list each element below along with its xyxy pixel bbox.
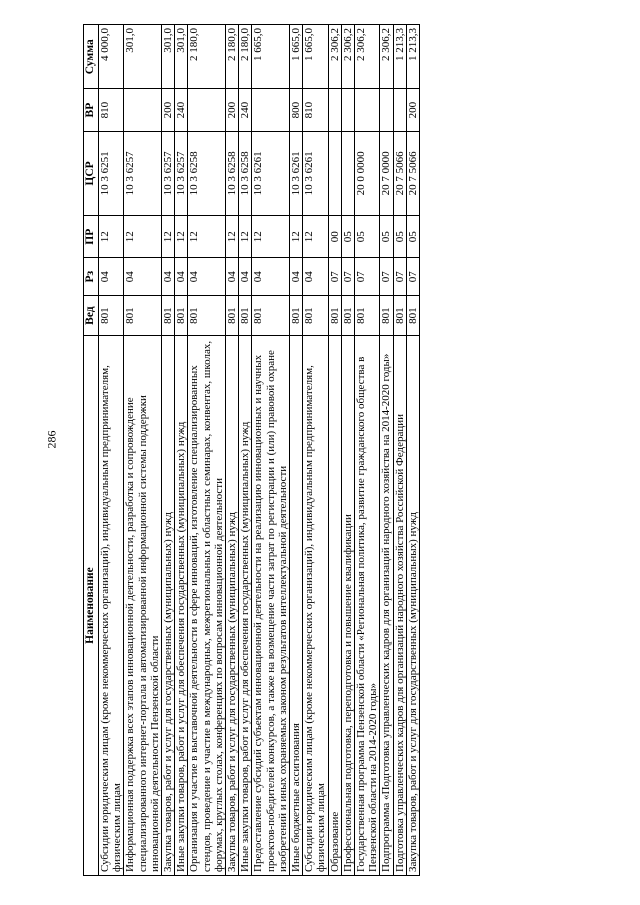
cell-csr: 10 3 6251 (99, 131, 124, 215)
table-header-row (84, 25, 99, 876)
cell-ved: 801 (252, 296, 290, 336)
cell-rz: 04 (99, 258, 124, 296)
cell-name: Организация и участие в выставочной деятельности в сфере инноваций, изготовление специализированных стендов, проведение и участие в международных, межрегиональных и областных семинарах, конвентах, школах, форумах, круглых столах, конференциях по вопросам инновационной деятельности (188, 336, 226, 876)
cell-sum: 4 000,0 (99, 25, 124, 90)
page-number: 286 (44, 430, 59, 449)
table-row (303, 25, 328, 876)
cell-sum: 301,0 (124, 25, 162, 90)
cell-pr: 12 (252, 216, 290, 258)
cell-pr: 05 (406, 216, 419, 258)
cell-sum: 301,0 (162, 25, 175, 90)
rotated-table-container (83, 24, 420, 876)
table-row (99, 25, 124, 876)
cell-name: Подпрограмма «Подготовка управленческих кадров для организаций народного хозяйства на 2014-2020 годы» (380, 336, 393, 876)
cell-sum: 1 213,3 (406, 25, 419, 90)
cell-name: Информационная поддержка всех этапов инновационной деятельности, разработка и сопровождение специализированного интернет-портала и автоматизированной информационной системы поддержки инновационной деятельности Пензенской области (124, 336, 162, 876)
cell-csr: 10 3 6258 (226, 131, 239, 215)
cell-pr: 12 (162, 216, 175, 258)
cell-rz: 04 (303, 258, 328, 296)
cell-vr (328, 89, 341, 131)
header-name: Наименование (84, 336, 99, 876)
budget-table (83, 24, 420, 876)
cell-ved: 801 (175, 296, 188, 336)
header-pr: ПР (84, 216, 99, 258)
table-row (239, 25, 252, 876)
cell-csr: 10 3 6257 (124, 131, 162, 215)
cell-vr: 200 (162, 89, 175, 131)
cell-name: Подготовка управленческих кадров для организаций народного хозяйства Российской Федерации (393, 336, 406, 876)
cell-pr: 12 (99, 216, 124, 258)
cell-ved: 801 (341, 296, 354, 336)
cell-csr: 10 3 6258 (239, 131, 252, 215)
cell-pr: 05 (355, 216, 380, 258)
cell-vr: 800 (290, 89, 303, 131)
cell-name: Субсидии юридическим лицам (кроме некоммерческих организаций), индивидуальным предпринимателям, физическим лицам (99, 336, 124, 876)
cell-csr: 10 3 6261 (290, 131, 303, 215)
header-rz: Рз (84, 258, 99, 296)
cell-sum: 2 306,2 (328, 25, 341, 90)
table-row (226, 25, 239, 876)
cell-pr: 00 (328, 216, 341, 258)
cell-pr: 12 (124, 216, 162, 258)
table-row (341, 25, 354, 876)
cell-rz: 04 (162, 258, 175, 296)
cell-sum: 2 180,0 (239, 25, 252, 90)
cell-pr: 05 (393, 216, 406, 258)
cell-csr: 10 3 6258 (188, 131, 226, 215)
cell-ved: 801 (355, 296, 380, 336)
cell-ved: 801 (99, 296, 124, 336)
cell-name: Иные закупки товаров, работ и услуг для обеспечения государственных (муниципальных) нужд (175, 336, 188, 876)
cell-ved: 801 (328, 296, 341, 336)
cell-rz: 04 (252, 258, 290, 296)
cell-rz: 07 (406, 258, 419, 296)
cell-sum: 1 665,0 (290, 25, 303, 90)
cell-rz: 04 (124, 258, 162, 296)
table-row (406, 25, 419, 876)
cell-ved: 801 (303, 296, 328, 336)
cell-rz: 07 (380, 258, 393, 296)
cell-rz: 07 (393, 258, 406, 296)
cell-pr: 12 (188, 216, 226, 258)
cell-name: Государственная программа Пензенской области «Региональная политика, развитие гражданского общества в Пензенской области на 2014-2020 годы» (355, 336, 380, 876)
header-ved: Вед (84, 296, 99, 336)
cell-csr (341, 131, 354, 215)
cell-ved: 801 (393, 296, 406, 336)
cell-pr: 12 (239, 216, 252, 258)
cell-sum: 2 306,2 (380, 25, 393, 90)
cell-vr (380, 89, 393, 131)
cell-csr: 20 7 0000 (380, 131, 393, 215)
cell-sum: 301,0 (175, 25, 188, 90)
table-row (328, 25, 341, 876)
cell-vr (393, 89, 406, 131)
cell-pr: 05 (341, 216, 354, 258)
table-row (290, 25, 303, 876)
cell-vr: 240 (239, 89, 252, 131)
cell-csr: 10 3 6257 (162, 131, 175, 215)
cell-ved: 801 (380, 296, 393, 336)
cell-ved: 801 (406, 296, 419, 336)
cell-vr: 200 (226, 89, 239, 131)
cell-name: Иные бюджетные ассигнования (290, 336, 303, 876)
cell-name: Иные закупки товаров, работ и услуг для обеспечения государственных (муниципальных) нужд (239, 336, 252, 876)
cell-vr: 810 (303, 89, 328, 131)
cell-rz: 04 (239, 258, 252, 296)
header-csr: ЦСР (84, 131, 99, 215)
cell-pr: 12 (175, 216, 188, 258)
cell-name: Образование (328, 336, 341, 876)
cell-name: Закупка товаров, работ и услуг для государственных (муниципальных) нужд (162, 336, 175, 876)
cell-rz: 07 (341, 258, 354, 296)
cell-vr: 200 (406, 89, 419, 131)
cell-ved: 801 (239, 296, 252, 336)
cell-name: Субсидии юридическим лицам (кроме некоммерческих организаций), индивидуальным предпринимателям, физическим лицам (303, 336, 328, 876)
cell-vr (188, 89, 226, 131)
cell-pr: 12 (226, 216, 239, 258)
cell-csr: 20 7 5066 (406, 131, 419, 215)
cell-name: Закупка товаров, работ и услуг для государственных (муниципальных) нужд (406, 336, 419, 876)
table-row (124, 25, 162, 876)
cell-csr: 10 3 6261 (303, 131, 328, 215)
cell-vr: 810 (99, 89, 124, 131)
header-sum: Сумма (84, 25, 99, 90)
cell-csr: 20 0 0000 (355, 131, 380, 215)
table-row (162, 25, 175, 876)
cell-sum: 2 180,0 (188, 25, 226, 90)
cell-vr: 240 (175, 89, 188, 131)
cell-sum: 1 665,0 (303, 25, 328, 90)
cell-rz: 04 (290, 258, 303, 296)
cell-vr (124, 89, 162, 131)
cell-sum: 2 306,2 (341, 25, 354, 90)
cell-pr: 12 (290, 216, 303, 258)
cell-rz: 07 (328, 258, 341, 296)
cell-pr: 12 (303, 216, 328, 258)
cell-vr (355, 89, 380, 131)
cell-sum: 1 665,0 (252, 25, 290, 90)
cell-ved: 801 (124, 296, 162, 336)
cell-ved: 801 (290, 296, 303, 336)
cell-sum: 2 306,2 (355, 25, 380, 90)
table-body (99, 25, 420, 876)
table-row (380, 25, 393, 876)
cell-vr (252, 89, 290, 131)
cell-rz: 04 (226, 258, 239, 296)
cell-name: Профессиональная подготовка, переподготовка и повышение квалификации (341, 336, 354, 876)
cell-vr (341, 89, 354, 131)
cell-name: Предоставление субсидий субъектам инновационной деятельности на реализацию инновационных и научных проектов-победителей конкурсов, а также на возмещение части затрат по регистрации и (или) правовой охране изобретений и иных охраняемых законом результатов интеллектуальной деятельности (252, 336, 290, 876)
cell-rz: 07 (355, 258, 380, 296)
header-vr: ВР (84, 89, 99, 131)
table-row (393, 25, 406, 876)
cell-sum: 1 213,3 (393, 25, 406, 90)
table-row (252, 25, 290, 876)
cell-sum: 2 180,0 (226, 25, 239, 90)
cell-rz: 04 (175, 258, 188, 296)
cell-csr: 10 3 6257 (175, 131, 188, 215)
cell-rz: 04 (188, 258, 226, 296)
cell-ved: 801 (162, 296, 175, 336)
cell-csr: 20 7 5066 (393, 131, 406, 215)
table-row (355, 25, 380, 876)
cell-name: Закупка товаров, работ и услуг для государственных (муниципальных) нужд (226, 336, 239, 876)
cell-csr: 10 3 6261 (252, 131, 290, 215)
cell-ved: 801 (188, 296, 226, 336)
cell-ved: 801 (226, 296, 239, 336)
cell-pr: 05 (380, 216, 393, 258)
table-row (175, 25, 188, 876)
table-row (188, 25, 226, 876)
cell-csr (328, 131, 341, 215)
